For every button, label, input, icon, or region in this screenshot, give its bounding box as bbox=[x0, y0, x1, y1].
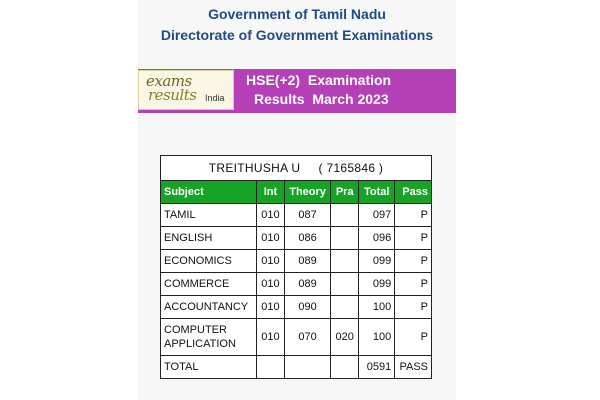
banner-title bbox=[246, 71, 446, 109]
pra-cell bbox=[331, 356, 359, 379]
total-cell: 096 bbox=[359, 227, 395, 250]
col-subject: Subject bbox=[161, 181, 257, 204]
overall-result: PASS bbox=[395, 356, 432, 379]
int-cell: 010 bbox=[257, 204, 285, 227]
pra-cell bbox=[331, 296, 359, 319]
pass-cell: P bbox=[395, 227, 432, 250]
subject-cell: ACCOUNTANCY bbox=[161, 296, 257, 319]
subject-cell: COMPUTER APPLICATION bbox=[161, 319, 257, 356]
total-cell: 097 bbox=[359, 204, 395, 227]
pra-cell bbox=[331, 273, 359, 296]
pass-cell: P bbox=[395, 204, 432, 227]
banner-title-line-1: HSE(+2) Examination bbox=[246, 72, 392, 88]
theory-cell: 087 bbox=[284, 204, 330, 227]
theory-cell: 086 bbox=[284, 227, 330, 250]
int-cell: 010 bbox=[257, 227, 285, 250]
pass-cell: P bbox=[395, 296, 432, 319]
government-header bbox=[138, 4, 456, 46]
col-int: Int bbox=[257, 181, 285, 204]
pra-cell bbox=[331, 227, 359, 250]
col-pass: Pass bbox=[395, 181, 432, 204]
table-row bbox=[161, 227, 432, 250]
exams-results-logo[interactable] bbox=[138, 70, 234, 110]
table-row bbox=[161, 204, 432, 227]
total-row bbox=[161, 356, 432, 379]
marks-table bbox=[160, 155, 432, 379]
theory-cell bbox=[284, 356, 330, 379]
int-cell: 010 bbox=[257, 296, 285, 319]
logo-results-text: results bbox=[148, 86, 197, 104]
int-cell: 010 bbox=[257, 250, 285, 273]
logo-india-text: India bbox=[205, 93, 225, 103]
col-theory: Theory bbox=[284, 181, 330, 204]
student-row bbox=[161, 156, 432, 181]
int-cell: 010 bbox=[257, 273, 285, 296]
theory-cell: 070 bbox=[284, 319, 330, 356]
student-cell bbox=[161, 156, 432, 181]
total-cell: 099 bbox=[359, 273, 395, 296]
col-pra: Pra bbox=[331, 181, 359, 204]
pra-cell: 020 bbox=[331, 319, 359, 356]
table-row bbox=[161, 273, 432, 296]
column-header-row bbox=[161, 181, 432, 204]
header-line-2: Directorate of Government Examinations bbox=[160, 27, 434, 43]
pass-cell: P bbox=[395, 250, 432, 273]
table-row bbox=[161, 296, 432, 319]
int-cell: 010 bbox=[257, 319, 285, 356]
theory-cell: 089 bbox=[284, 250, 330, 273]
subject-cell: ECONOMICS bbox=[161, 250, 257, 273]
logo-exams-text: exams bbox=[146, 72, 192, 90]
subject-cell: COMMERCE bbox=[161, 273, 257, 296]
banner-title-line-2: Results March 2023 bbox=[254, 91, 389, 107]
subject-cell: ENGLISH bbox=[161, 227, 257, 250]
subject-cell: TAMIL bbox=[161, 204, 257, 227]
register-number: ( 7165846 ) bbox=[318, 161, 384, 175]
grand-total: 0591 bbox=[359, 356, 395, 379]
results-banner bbox=[138, 69, 456, 113]
theory-cell: 089 bbox=[284, 273, 330, 296]
table-row bbox=[161, 250, 432, 273]
total-cell: 099 bbox=[359, 250, 395, 273]
theory-cell: 090 bbox=[284, 296, 330, 319]
total-label: TOTAL bbox=[161, 356, 257, 379]
table-row bbox=[161, 319, 432, 356]
pass-cell: P bbox=[395, 273, 432, 296]
col-total: Total bbox=[359, 181, 395, 204]
pass-cell: P bbox=[395, 319, 432, 356]
total-cell: 100 bbox=[359, 296, 395, 319]
total-cell: 100 bbox=[359, 319, 395, 356]
student-name: TREITHUSHA U bbox=[208, 161, 301, 175]
header-line-1: Government of Tamil Nadu bbox=[208, 6, 386, 22]
pra-cell bbox=[331, 204, 359, 227]
int-cell bbox=[257, 356, 285, 379]
pra-cell bbox=[331, 250, 359, 273]
